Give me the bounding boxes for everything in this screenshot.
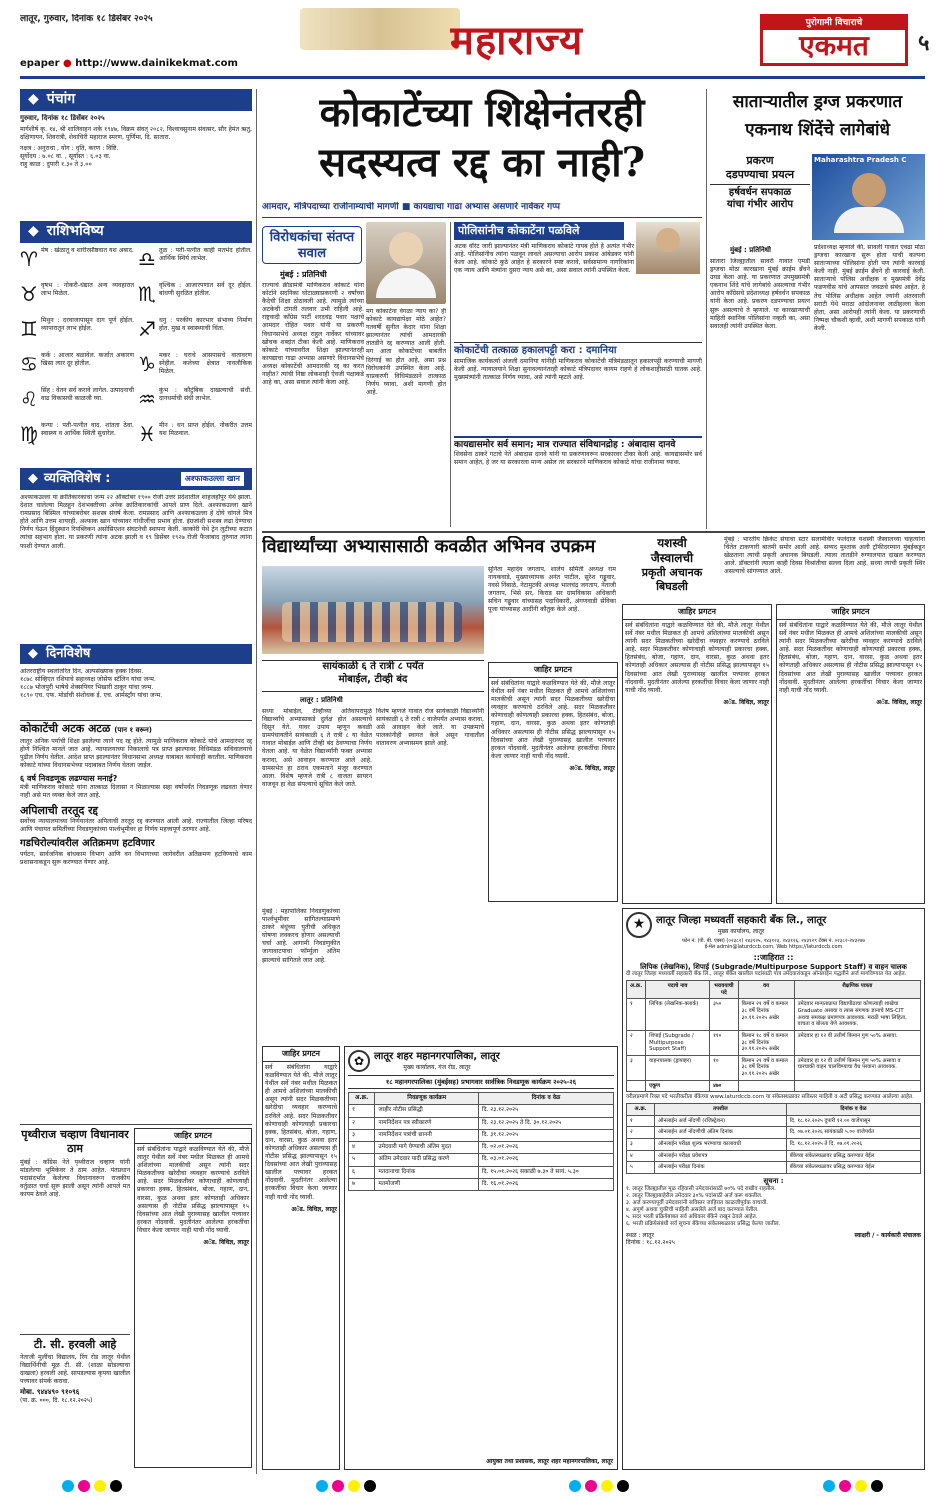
gemini-icon: ♊ xyxy=(20,317,38,341)
rohit-pawar-portrait xyxy=(366,222,446,304)
jaiswal-box xyxy=(622,536,722,600)
public-notice-left: जाहिर प्रगटन सर्व संबंधितांना याद्वारे कळविण्यात येते की, मौजे लातूर येथील सर्वे नंबर मधील मिळकत ही आमचे अशिलांच्या मालकीची असून त्यांनी सदर मिळकतीच्या खरेदीचा व्यवहार करण्याचे ठरविले आहे. सदर मिळकतीवर कोणाचाही कोणत्याही प्रकारचा हक्क, हितसंबंध, बोजा, गहाण, दान, वारसा, कुळ अथवा इतर कोणताही अधिकार असल्यास ही नोटीस प्रसिद्ध झाल्यापासून १५ दिवसांच्या आत लेखी पुराव्यासह खालील पत्त्यावर हरकत नोंदवावी. मुदतीनंतर आलेल्या हरकतींचा विचार केला जाणार नाही याची नोंद घ्यावी. अॅड. विधिज्ञ, लातूर xyxy=(134,1128,252,1468)
kokate-sub2: अपिलाची तरतूद रद्द xyxy=(20,804,99,818)
table-row: १ लिपिक (लेखनिक-क्लार्क) ३५० किमान २१ वर्षे व कमाल ३८ वर्षे दिनांक ३०.११.२०२५ अखेर उमेदवार मान्यताप्राप्त विद्यापीठाचा कोणत्याही शाखेचा Graduate असावा व त्यास संगणक ज्ञानाचे MS-CIT अथवा समकक्ष प्रमाणपत्र आवश्यक. मराठी भाषा लिहिता, वाचता व बोलता येणे आवश्यक. xyxy=(627,999,921,1030)
students-sub-1: सायंकाळी ६ ते रात्री ८ पर्यंत xyxy=(322,661,424,672)
tc-body: नेताजी मुलींचा विद्यालय, रिंग रोड लातूर येथील विद्यार्थिनीची मूळ टी. सी. (शाळा सोडल्याचा दाखला) हरवली आहे. सापडल्यास कृपया खालील पत्त्यावर संपर्क करावा. xyxy=(20,1353,130,1386)
notice-body: सर्व संबंधितांना याद्वारे कळविण्यात येते की, मौजे लातूर येथील सर्वे नंबर मधील मिळकत ही आमचे अशिलांच्या मालकीची असून त्यांनी सदर मिळकतीच्या खरेदीचा व्यवहार करण्याचे ठरविले आहे. सदर मिळकतीवर कोणाचाही कोणत्याही प्रकारचा हक्क, हितसंबंध, बोजा, गहाण, दान, वारसा, कुळ अथवा इतर कोणताही अधिकार असल्यास ही नोटीस प्रसिद्ध झाल्यापासून १५ दिवसांच्या आत लेखी पुराव्यासह खालील पत्त्यावर हरकत नोंदवावी. मुदतीनंतर आलेल्या हरकतींचा विचार केला जाणार नाही याची नोंद घ्यावी. xyxy=(265,1064,337,1201)
jaiswal-title-3: प्रकृती अचानक xyxy=(641,566,703,579)
table-row: ४ उमेदवारी मागे घेण्याची अंतिम मुदत दि. ०२.०१.२०२६ xyxy=(349,1142,614,1154)
ambedkar-portrait xyxy=(636,222,700,274)
list-item: ३. अर्ज करण्यापूर्वी उमेदवारांनी सविस्तर जाहिरात काळजीपूर्वक वाचावी. xyxy=(626,1199,769,1206)
corp-sign: आयुक्त तथा प्रशासक, लातूर शहर महानगरपालिका, लातूर xyxy=(486,1457,613,1465)
notice-body: सर्व संबंधितांना याद्वारे कळविण्यात येते की, मौजे लातूर येथील सर्वे नंबर मधील मिळकत ही आमचे अशिलांच्या मालकीची असून त्यांनी सदर मिळकतीच्या खरेदीचा व्यवहार करण्याचे ठरविले आहे. सदर मिळकतीवर कोणाचाही कोणत्याही प्रकारचा हक्क, हितसंबंध, बोजा, गहाण, दान, वारसा, कुळ अथवा इतर कोणताही अधिकार असल्यास ही नोटीस प्रसिद्ध झाल्यापासून १५ दिवसांच्या आत लेखी पुराव्यासह खालील पत्त्यावर हरकत नोंदवावी. मुदतीनंतर आलेल्या हरकतींचा विचार केला जाणार नाही याची नोंद घ्यावी. xyxy=(491,680,615,760)
diamond-icon: ◆ xyxy=(28,91,39,108)
police-title: पोलिसांनीच कोकाटेंना पळविले xyxy=(454,222,624,240)
dinvishesh-header: ◆ दिनविशेष xyxy=(20,644,252,664)
table-row: ७ मतमोजणी दि. १६.०१.२०२६ xyxy=(349,1178,614,1190)
list-item: १८८७ भोजपुरी भाषेचे शेक्सपियर भिखारी ठाकूर यांचा जन्म. xyxy=(20,684,154,692)
rashi-item: ♓ मीन : धन प्राप्त होईल. नोकरीत उत्तम यश मिळवाल. xyxy=(138,422,252,457)
students-photo xyxy=(262,566,484,654)
lead-body-1: राज्याचे क्रीडामंत्री माणिकराव कोकाटे यांना कोर्टाने सदनिका घोटाळ्याप्रकरणी २ वर्षांच्या कैदेची शिक्षा ठोठावली आहे. त्यामुळे त्यांच्या अटकेची टांगती तलवार उभी राहिली आहे. राष्ट्रवादी काँग्रेस पार्टी शरदचंद्र पवार पक्षाचे आमदार रोहित पवार यांनी या प्रकरणी विधानसभेचे अध्यक्ष राहुल नार्वेकर यांच्यावर खोचक शब्दांत टीका केली आहे. माणिकराव कोकाटे यांच्यावरील शिक्षा झाल्यानंतरही कायद्याचा गाढा अभ्यास असणारे विधानसभेचे अध्यक्ष कोकाटेंची आमदारकी रद्द का करत नाहीत? त्यांची निष्ठा लोकशाही ऐवजी पक्षाकडे आहे का, असा सवाल त्यांनी केला आहे. xyxy=(262,282,364,387)
jaiswal-title-4: बिघडली xyxy=(656,579,688,593)
bank-ad-intro: दी लातूर जिल्हा मध्यवर्ती सहकारी बँक लि., लातूर बँकेत खालील पदांसाठी पात्र उमेदवारांकडून ऑनलाईन पद्धतीने अर्ज मागविण्यात येत आहेत. xyxy=(626,971,907,978)
vyakti-header: ◆ व्यक्तिविशेष : अश्फाकउल्ला खान xyxy=(20,468,252,490)
capricorn-icon: ♑ xyxy=(138,352,156,376)
prithviraj-body: मुंबई : काँग्रेस नेते पृथ्वीराज चव्हाण यांनी मांडलेल्या भूमिकेवर ते ठाम आहेत. पंतप्रधान पदासंदर्भात केलेल्या विधानावरून राजकीय वर्तुळात चर्चा सुरू झाली असून त्यांनी आपले मत कायम ठेवले आहे. xyxy=(20,1158,130,1198)
panchang-nakshatra: नक्षत्र : अनुराधा , योग : धृति, करण : विष्टि. xyxy=(20,145,119,153)
taurus-icon: ♉ xyxy=(20,282,38,306)
list-item: १८७८ सोव्हिएत रशियाचे सहाध्यक्ष जोसेफ स्टॅलिन यांचा जन्म. xyxy=(20,676,156,684)
rashi-item: ♑ मकर : घराचे आसपासचे वातावरण स्नेहील. कलेच्या क्षेत्रात नावलौकिक मिळेल. xyxy=(138,352,252,387)
table-header: वय xyxy=(738,981,794,999)
panchang-box xyxy=(20,114,252,214)
prithviraj-article xyxy=(20,1128,130,1328)
kokate-sub1: ६ वर्ष निवडणूक लढण्यास मनाई? xyxy=(20,774,118,784)
drugs-kicker xyxy=(710,154,810,244)
table-row: १ ऑनलाईन अर्ज नोंदणी (रजिस्ट्रेशन) दि. १८.१२.२०२५ दुपारी १२.०० वाजेपासून xyxy=(627,1115,921,1127)
bank-post-table xyxy=(626,980,921,1092)
jaiswal-body: मुंबई : भारतीय क्रिकेट संघाचा स्टार सलामीवीर फलंदाज यशस्वी जैस्वालच्या चाहत्यांना चिंतेत टाकणारी बातमी समोर आली आहे. सय्यद मुश्ताक अली ट्रॉफीदरम्यान मुंबईकडून खेळताना त्याची प्रकृती अचानक बिघडली. त्याला तातडीने रुग्णालयात दाखल करण्यात आले. डॉक्टरांनी त्याला काही दिवस विश्रांतीचा सल्ला दिला आहे. सध्या त्याची प्रकृती स्थिर असल्याचे सांगण्यात आले. xyxy=(724,536,925,576)
bank-email: ई-मेल admin@laturdccb.com, Web https://laturdccb.com xyxy=(704,944,843,951)
drugs-headline-line1: साताऱ्यातील ड्रग्ज प्रकरणात xyxy=(732,92,903,112)
bank-date: दिनांक : १८.१२.२०२५ xyxy=(626,1239,675,1247)
danve-box xyxy=(454,436,702,528)
rashi-item: ♍ कन्या : पती-पत्नीत वाद. शांतता ठेवा. स्वास्थ्य व आर्थिक स्थिती सुधारेल. xyxy=(20,422,134,457)
banner-text: Maharashtra Pradesh C xyxy=(814,156,907,164)
tc-contact: मोबा. ९४४४९० ९१०९६ xyxy=(20,1388,80,1397)
students-body-3: विशेष म्हणजे गावात रोज सायंकाळी विद्यार्थ्यांनी सायंकाळी ६ ते रात्री ८ वाजेपर्यंत अभ्यास करावा, असे आवाहन केले जाते. या उपक्रमाचे पालकांनीही स्वागत केले असून गावातील वातावरण अभ्यासमय झाले आहे. xyxy=(376,708,484,748)
bank-notes-title: सूचना : xyxy=(763,1176,784,1185)
drugs-body-2: प्रदेशाध्यक्ष म्हणाले की, सावली गावात एवढा मोठा ड्रग्जचा कारखाना सुरू होता याची कल्पना साताऱ्याच्या पोलिसांना होती पण त्यांनी कारवाई केली नाही. मुंबई क्राईम ब्रँचने ही कारवाई केली. साताऱ्याचे पोलिस अधीक्षक व मुख्यमंत्री देवेंद्र फडणवीस यांचे आपसात जवळचे संबंध आहेत. हे तेच पोलिस अधीक्षक आहेत ज्यांनी अंतरवाली सराटी येथे मराठा आंदोलनावर लाठीहल्ला केला होता, असा आरोपही त्यांनी केला. या प्रकरणाची निष्पक्ष चौकशी व्हावी, अशी मागणी सपकाळ यांनी केली. xyxy=(814,244,925,332)
notice-sign: अॅड. विधिज्ञ, लातूर xyxy=(723,698,769,706)
notice-sign: अॅड. विधिज्ञ, लातूर xyxy=(569,764,615,772)
students-subhead xyxy=(262,660,484,692)
tagline: पुरोगामी विचाराचे xyxy=(763,17,905,30)
bank-schedule-table: अ.क्र. तपशील दिनांक व वेळ १ ऑनलाईन अर्ज नोंदणी (रजिस्ट्रेशन) दि. १८.१२.२०२५ दुपारी १२.०० वाजेपासून २ ऑनलाईन अर्ज नोंदणीची अंतिम दिनांक दि. ०७.०१.२०२६ सायंकाळी ५.०० वाजेपर्यंत ३ ऑनलाईन परीक्षा शुल्क भरण्याचा कालावधी दि. १८.१२.२०२५ ते दि. ०७.०१.२०२६ ४ ऑनलाईन परीक्षा प्रवेशपत्र बँकेच्या संकेतस्थळावर प्रसिद्ध करण्यात येईल ५ ऑनलाईन परीक्षा दिनांक बँकेच्या संकेतस्थळावर प्रसिद्ध करण्यात येईल xyxy=(626,1103,921,1174)
notice-body: सर्व संबंधितांना याद्वारे कळविण्यात येते की, मौजे लातूर येथील सर्वे नंबर मधील मिळकत ही आमचे अशिलांच्या मालकीची असून त्यांनी सदर मिळकतीच्या खरेदीचा व्यवहार करण्याचे ठरविले आहे. सदर मिळकतीवर कोणाचाही कोणत्याही प्रकारचा हक्क, हितसंबंध, बोजा, गहाण, दान, वारसा, कुळ अथवा इतर कोणताही अधिकार असल्यास ही नोटीस प्रसिद्ध झाल्यापासून १५ दिवसांच्या आत लेखी पुराव्यासह खालील पत्त्यावर हरकत नोंदवावी. मुदतीनंतर आलेल्या हरकतींचा विचार केला जाणार नाही याची नोंद घ्यावी. xyxy=(625,622,769,694)
tc-notice xyxy=(20,1334,130,1474)
public-notice-mid: जाहिर प्रगटन सर्व संबंधितांना याद्वारे कळविण्यात येते की, मौजे लातूर येथील सर्वे नंबर मधील मिळकत ही आमचे अशिलांच्या मालकीची असून त्यांनी सदर मिळकतीच्या खरेदीचा व्यवहार करण्याचे ठरविले आहे. सदर मिळकतीवर कोणाचाही कोणत्याही प्रकारचा हक्क, हितसंबंध, बोजा, गहाण, दान, वारसा, कुळ अथवा इतर कोणताही अधिकार असल्यास ही नोटीस प्रसिद्ध झाल्यापासून १५ दिवसांच्या आत लेखी पुराव्यासह खालील पत्त्यावर हरकत नोंदवावी. मुदतीनंतर आलेल्या हरकतींचा विचार केला जाणार नाही याची नोंद घ्यावी. अॅड. विधिज्ञ, लातूर xyxy=(488,662,618,902)
leo-icon: ♌ xyxy=(20,387,38,411)
rashi-header: ◆ राशिभविष्य xyxy=(20,221,252,243)
tc-ref: (पा. क्र. ०००, दि. १८.१२.२०२५) xyxy=(20,1396,93,1404)
table-row: ६ मतदानाचा दिनांक दि. १५.०१.२०२६ सकाळी ७.३० ते सायं. ५.३० xyxy=(349,1166,614,1178)
sapkal-portrait xyxy=(812,154,925,240)
table-row: ४ ऑनलाईन परीक्षा प्रवेशपत्र बँकेच्या संकेतस्थळावर प्रसिद्ध करण्यात येईल xyxy=(627,1150,921,1162)
drugs-dateline: मुंबई : प्रतिनिधी xyxy=(730,246,771,254)
drugs-headline-line2: एकनाथ शिंदेंचे लागेबांधे xyxy=(745,120,890,140)
rashi-item: ♊ मिथुन : दरवाजापासून दाग पूर्ण होईल. व्यापारातून लाभ होईल. xyxy=(20,317,134,352)
kokate-sub3: गडचिरोल्यांवरील अतिक्रमण हटविणार xyxy=(20,838,155,850)
students-body: सुनिता महादेव जगताप, शालेय समिती अध्यक्ष राम नायकवाडे, मुख्याध्यापक अनंत पाटील, सुरेश गड्डूवार, नवसे निंबाळे, नेटामुटकी अध्यक्ष भालचंद्र जगताप, नेताजी जगताप, भिसे सर, किराड सर ग्रामविकास अधिकारी सचिन गड्डूवार यांच्यासह पदाधिकारी, अंगणवाडी सेविका पूजा यांच्यासह आदींनी कौतुक केले आहे. xyxy=(488,566,616,614)
damania-title: कोकाटेंची तत्काळ हकालपट्टी करा : दमानिया xyxy=(454,345,617,356)
damania-box xyxy=(454,342,702,432)
table-row: ५ ऑनलाईन परीक्षा दिनांक बँकेच्या संकेतस्थळावर प्रसिद्ध करण्यात येईल xyxy=(627,1162,921,1174)
kokate-side-note: (पान १ वरून) xyxy=(114,726,152,734)
kokate-arrest-article xyxy=(20,722,252,1112)
corp-name: लातूर शहर महानगरपालिका, लातूर xyxy=(374,1051,500,1062)
list-item: ४. अपूर्ण अथवा चुकीची माहिती असलेले अर्ज बाद करण्यात येतील. xyxy=(626,1206,759,1213)
url-link[interactable]: http://www.dainikekmat.com xyxy=(75,58,238,69)
notice-sign: अॅड. विधिज्ञ, लातूर xyxy=(876,698,922,706)
rashi-item: ♎ तूळ : पती-पत्नीत काही मतभेद होतील. आर्थिक स्थिर्य लाभेल. xyxy=(138,247,252,282)
diamond-icon: ◆ xyxy=(28,470,38,486)
drugs-kicker-2: दडपण्याचा प्रयत्न xyxy=(710,168,810,185)
aquarius-icon: ♒ xyxy=(138,387,156,411)
list-item: ६. भरती प्रक्रियेसंबंधी सर्व सूचना बँकेच्या संकेतस्थळावर प्रसिद्ध केल्या जातील. xyxy=(626,1220,781,1227)
person-icon xyxy=(852,173,886,207)
aries-icon: ♈ xyxy=(20,247,38,271)
drugs-kicker-1: प्रकरण xyxy=(746,154,774,167)
students-body-2: सध्या मोबाईल, टीव्हीच्या अतिवापरामुळे विद्यार्थ्यांचे अभ्यासाकडे दुर्लक्ष होत असल्याचे दिसून येते. यावर उपाय म्हणून कवळी ग्रामपंचायतीने सायंकाळी ६ ते रात्री ८ या वेळेत गावात मोबाईल आणि टीव्ही बंद ठेवण्याचा निर्णय घेतला आहे. या वेळेत विद्यार्थ्यांनी फक्त अभ्यास करावा, असे आवाहन करण्यात आले आहे. ग्रामसभेत हा ठराव एकमताने मंजूर करण्यात आला. विशेष म्हणजे रात्री ८ वाजता सायरन वाजवून हा वेळ संपल्याचे सूचित केले जाते. xyxy=(262,708,372,788)
police-body: अटक वॉरंट जारी झाल्यानंतर मंत्री माणिकराव कोकाटे गायब होते हे अत्यंत गंभीर आहे. पोलिसांनीच त्यांना पळवून लावले असल्याचा आरोप प्रकाश आंबेडकर यांनी केला आहे. कोकाटे कुठे आहेत हे सरकारने स्पष्ट करावे, सर्वसामान्य नागरिकांना एक न्याय आणि मंत्र्यांना दुसरा न्याय असे का, असा सवाल त्यांनी उपस्थित केला. xyxy=(454,242,634,275)
rashi-item: ♐ धनु : परकीय कारभार संभाव्य निर्माण होत. मुख व स्वास्थ्याची चिंता. xyxy=(138,317,252,352)
rashi-item: ♒ कुंभ : कौटुंबिक दाखल्याची संधी. दानधर्माची संधी लाभेल. xyxy=(138,387,252,422)
dinvishesh-list xyxy=(20,668,252,716)
panchang-rahu: राहु काळ : दुपारी १.३० ते ३.०० xyxy=(20,161,92,169)
masthead xyxy=(0,0,945,82)
bank-place: स्थळ : लातूर xyxy=(626,1231,654,1239)
list-item: १. लातूर जिल्ह्यातील मूळ रहिवासी उमेदवारांसाठी ७०% पदे राखीव राहतील. xyxy=(626,1185,776,1192)
person-icon xyxy=(656,228,680,252)
jaiswal-title-2: जैस्वालची xyxy=(650,551,694,565)
libra-icon: ♎ xyxy=(138,247,156,271)
group-photo-icon xyxy=(282,602,462,642)
corp-schedule-table: अ.क्र. निवडणूक कार्यक्रम दिनांक व वेळ १ जाहीर नोटीस प्रसिद्धी दि. २३.१२.२०२५ २ नामनिर्देशन पत्र स्वीकारणे दि. २३.१२.२०२५ ते दि. ३०.१२.२०२५ ३ नामनिर्देशन पत्रांची छाननी दि. ३१.१२.२०२५ ४ उमेदवारी मागे घेण्याची अंतिम मुदत दि. ०२.०१.२०२६ ५ अंतिम उमेदवार यादी प्रसिद्ध करणे दि. ०३.०१.२०२६ ६ मतदानाचा दिनांक दि. १५.०१.२०२६ सकाळी ७.३० ते सायं. ५.३० ७ मतमोजणी दि. १६.०१.२०२६ xyxy=(348,1092,614,1191)
bank-sign: स्वाक्षरी / - कार्यकारी संचालक xyxy=(854,1231,921,1239)
corp-sub: मुख्य कार्यालय, गंज रोड, लातूर xyxy=(403,1063,471,1071)
lead-side-title: विरोधकांचा संतप्त सवाल xyxy=(262,226,362,264)
bank-contact: फोन नं. (पी. बी. एक्स) (०२३८२) २४३१२५, २४३१२३, २४३१२६, २४३१२९ टॅक्स नं. ०२३८२-२४३२४७ xyxy=(681,938,865,944)
kokate-sub2-body: सर्वोच्च न्यायालयाच्या निर्णयानंतर अपिलाची तरतूद रद्द करण्यात आली आहे. राज्यातील जिल्हा परिषद आणि पंचायत समितींच्या निवडणुकांच्या पार्श्वभूमीवर हा निर्णय महत्त्वपूर्ण ठरणार आहे. xyxy=(20,818,252,834)
notice-body: सर्व संबंधितांना याद्वारे कळविण्यात येते की, मौजे लातूर येथील सर्वे नंबर मधील मिळकत ही आमचे अशिलांच्या मालकीची असून त्यांनी सदर मिळकतीच्या खरेदीचा व्यवहार करण्याचे ठरविले आहे. सदर मिळकतीवर कोणाचाही कोणत्याही प्रकारचा हक्क, हितसंबंध, बोजा, गहाण, दान, वारसा, कुळ अथवा इतर कोणताही अधिकार असल्यास ही नोटीस प्रसिद्ध झाल्यापासून १५ दिवसांच्या आत लेखी पुराव्यासह खालील पत्त्यावर हरकत नोंदवावी. मुदतीनंतर आलेल्या हरकतींचा विचार केला जाणार नाही याची नोंद घ्यावी. xyxy=(779,622,922,694)
rashi-item: ♋ कर्क : आजार बळावेल. कर्जात अकारण खिसा त्यार दूर होतील. xyxy=(20,352,134,387)
corp-logo-icon: ✿ xyxy=(348,1050,370,1072)
table-row: ३ नामनिर्देशन पत्रांची छाननी दि. ३१.१२.२०२५ xyxy=(349,1129,614,1141)
epaper-link[interactable]: epaper ● http://www.dainikekmat.com xyxy=(20,58,238,69)
public-notice-bottom: जाहिर प्रगटन सर्व संबंधितांना याद्वारे कळविण्यात येते की, मौजे लातूर येथील सर्वे नंबर मधील मिळकत ही आमचे अशिलांच्या मालकीची असून त्यांनी सदर मिळकतीच्या खरेदीचा व्यवहार करण्याचे ठरविले आहे. सदर मिळकतीवर कोणाचाही कोणत्याही प्रकारचा हक्क, हितसंबंध, बोजा, गहाण, दान, वारसा, कुळ अथवा इतर कोणताही अधिकार असल्यास ही नोटीस प्रसिद्ध झाल्यापासून १५ दिवसांच्या आत लेखी पुराव्यासह खालील पत्त्यावर हरकत नोंदवावी. मुदतीनंतर आलेल्या हरकतींचा विचार केला जाणार नाही याची नोंद घ्यावी. अॅड. विधिज्ञ, लातूर xyxy=(262,1046,340,1470)
vyakti-name: अश्फाकउल्ला खान xyxy=(181,472,244,486)
lead-headline-line1: कोकाटेंच्या शिक्षेनंतरही xyxy=(319,89,645,136)
drugs-body: सातारा जिल्ह्यातील सावरी गावात एमडी ड्रग्जचा मोठा कारखाना मुंबई क्राईम ब्रँचने उघड केला आहे. या प्रकरणात उपमुख्यमंत्री एकनाथ शिंदे यांचे लागेबांधे असल्याचा गंभीर आरोप काँग्रेसचे प्रदेशाध्यक्ष हर्षवर्धन सपकाळ यांनी केला आहे. प्रकरण दडपण्याचा प्रयत्न सुरू असल्याचे ते म्हणाले. या कारखान्याची माहिती स्थानिक पोलिसांना नव्हती का, असा सवालही त्यांनी उपस्थित केला. xyxy=(710,258,810,330)
public-notice-right-2: जाहिर प्रगटन सर्व संबंधितांना याद्वारे कळविण्यात येते की, मौजे लातूर येथील सर्वे नंबर मधील मिळकत ही आमचे अशिलांच्या मालकीची असून त्यांनी सदर मिळकतीच्या खरेदीचा व्यवहार करण्याचे ठरविले आहे. सदर मिळकतीवर कोणाचाही कोणत्याही प्रकारचा हक्क, हितसंबंध, बोजा, गहाण, दान, वारसा, कुळ अथवा इतर कोणताही अधिकार असल्यास ही नोटीस प्रसिद्ध झाल्यापासून १५ दिवसांच्या आत लेखी पुराव्यासह खालील पत्त्यावर हरकत नोंदवावी. मुदतीनंतर आलेल्या हरकतींचा विचार केला जाणार नाही याची नोंद घ्यावी. अॅड. विधिज्ञ, लातूर xyxy=(776,604,925,904)
public-notice-right-1: जाहिर प्रगटन सर्व संबंधितांना याद्वारे कळविण्यात येते की, मौजे लातूर येथील सर्वे नंबर मधील मिळकत ही आमचे अशिलांच्या मालकीची असून त्यांनी सदर मिळकतीच्या खरेदीचा व्यवहार करण्याचे ठरविले आहे. सदर मिळकतीवर कोणाचाही कोणत्याही प्रकारचा हक्क, हितसंबंध, बोजा, गहाण, दान, वारसा, कुळ अथवा इतर कोणताही अधिकार असल्यास ही नोटीस प्रसिद्ध झाल्यापासून १५ दिवसांच्या आत लेखी पुराव्यासह खालील पत्त्यावर हरकत नोंदवावी. मुदतीनंतर आलेल्या हरकतींचा विचार केला जाणार नाही याची नोंद घ्यावी. अॅड. विधिज्ञ, लातूर xyxy=(622,604,772,904)
notice-body: सर्व संबंधितांना याद्वारे कळविण्यात येते की, मौजे लातूर येथील सर्वे नंबर मधील मिळकत ही आमचे अशिलांच्या मालकीची असून त्यांनी सदर मिळकतीच्या खरेदीचा व्यवहार करण्याचे ठरविले आहे. सदर मिळकतीवर कोणाचाही कोणत्याही प्रकारचा हक्क, हितसंबंध, बोजा, गहाण, दान, वारसा, कुळ अथवा इतर कोणताही अधिकार असल्यास ही नोटीस प्रसिद्ध झाल्यापासून १५ दिवसांच्या आत लेखी पुराव्यासह खालील पत्त्यावर हरकत नोंदवावी. मुदतीनंतर आलेल्या हरकतींचा विचार केला जाणार नाही याची नोंद घ्यावी. xyxy=(137,1146,249,1234)
corp-ad xyxy=(344,1046,618,1470)
drugs-headline xyxy=(710,88,925,150)
bank-sub: मुख्य कार्यालय, लातूर xyxy=(717,927,765,935)
bank-ad xyxy=(622,908,925,1470)
rashi-item: ♌ सिंह : वेतन सर्व करावे लागेल. उत्पादनाची वाढ विकासची काळजी घ्या. xyxy=(20,387,134,422)
panchang-sun: सूर्योदय : ७.०८ वा. , सूर्यास्त : ६.०३ वा. xyxy=(20,153,111,161)
mumbai-brief: मुंबई : महापालिका निवडणुकांच्या पार्श्वभूमीवर सांगितल्याप्रमाणे ठाकरे बंधूंच्या युतीची अधिकृत घोषणा लवकरच होणार असल्याची चर्चा आहे. आगामी निवडणुकीत जागावाटपाचा फॉर्म्युला अंतिम झाल्याचे सांगितले जात आहे. xyxy=(262,908,340,964)
table-row: ५ अंतिम उमेदवार यादी प्रसिद्ध करणे दि. ०३.०१.२०२६ xyxy=(349,1154,614,1166)
table-row: २ शिपाई (Subgrade / Multipurpose Support Staff) ११० किमान १८ वर्षे व कमाल ३८ वर्षे दिनांक ३०.११.२०२५ अखेर उमेदवार हा १२ वी उत्तीर्ण किमान गुण ५०% असावा. xyxy=(627,1030,921,1055)
jaiswal-title-1: यशस्वी xyxy=(657,536,687,550)
lead-headline-line2: सदस्यत्व रद्द का नाही? xyxy=(318,139,646,186)
panchang-body: मार्गशीर्ष कृ. १४, श्री शालिवाहन शके १९४७, विक्रम संवत् २०८२, विश्वावसुनाम संवत्सर, सौर हेमंत ऋतु, दक्षिणायन, शिवरात्री, शेवाचिरी महाराज स्मरण, पूर्णिमा, दि. सातारा. xyxy=(20,126,252,142)
link-icon: ● xyxy=(63,58,72,69)
paper-name: एकमत xyxy=(799,29,869,63)
drugs-kicker-3: हर्षवर्धन सपकाळ xyxy=(728,186,792,198)
registration-marks xyxy=(60,1480,885,1496)
list-item: १८९० एच. एफ. मोर्डाची संशोधक ई. एच. आर्मस्ट्राँग यांचा जन्म. xyxy=(20,692,163,700)
table-row: २ ऑनलाईन अर्ज नोंदणीची अंतिम दिनांक दि. ०७.०१.२०२६ सायंकाळी ५.०० वाजेपर्यंत xyxy=(627,1127,921,1139)
diamond-icon: ◆ xyxy=(28,645,38,661)
rashi-grid xyxy=(20,247,252,463)
table-header: पदाचे नाव xyxy=(646,981,710,999)
scorpio-icon: ♏ xyxy=(138,282,156,306)
police-box xyxy=(454,222,702,340)
bank-notes xyxy=(626,1186,921,1228)
lead-deck: आमदार, मंत्रिपदाच्या राजीनाम्याची मागणी ■ कायद्याचा गाढा अभ्यास असणारे नार्वेकर गप्प xyxy=(262,202,702,218)
dateline: लातूर, गुरुवार, दिनांक १८ डिसेंबर २०२५ xyxy=(20,14,153,24)
corp-title: १८ महानगरपालिका (मुंबईसह) प्रभागवार सार्वत्रिक निवडणूक कार्यक्रम २०२५-२६ xyxy=(348,1075,614,1089)
table-row: १ जाहीर नोटीस प्रसिद्धी दि. २३.१२.२०२५ xyxy=(349,1105,614,1117)
lead-headline xyxy=(262,88,702,198)
table-header: अ.क्र. xyxy=(627,981,646,999)
lead-dateline: मुंबई : प्रतिनिधी xyxy=(280,270,327,279)
kokate-side-title: कोकाटेंची अटक अटळ xyxy=(20,722,111,735)
paper-logo xyxy=(760,14,908,66)
danve-body: शिवसेना ठाकरे गटाचे नेते अंबादास दानवे यांनी या प्रकरणावरून सरकारवर टीका केली आहे. कायद्यासमोर सर्व समान आहेत, हे जर या सरकारला मान्य असेल तर सरकारने माणिकराव कोकाटे यांचा राजीनामा घ्यावा. xyxy=(454,451,702,467)
damania-body: सामाजिक कार्यकर्त्या अंजली दमानिया यांनीही माणिकराव कोकाटेंची मंत्रिमंडळातून हकालपट्टी करण्याची मागणी केली आहे. न्यायालयाने शिक्षा सुनावल्यानंतरही कोकाटे मंत्रिपदावर कायम राहणे हे लोकशाहीसाठी घातक आहे. मुख्यमंत्र्यांनी तात्काळ निर्णय घ्यावा, असे त्यांनी म्हटले आहे. xyxy=(454,357,702,381)
diamond-icon: ◆ xyxy=(28,223,39,240)
kokate-side-body: लातूर अनिक पर्याची शिक्षा झालेल्या त्याने पद रद्द होते. त्यामुळे माणिकराव कोकाटे यांचे आमदारपद रद्द होणे निश्चित मानले जात आहे. न्यायालयाच्या निकालाचे पत्र प्राप्त झाल्यावर विधिमंडळ सचिवालयाचे पुढील निर्णय घेतील. आदेश प्राप्त झाल्यानंतर विधानसभा अध्यक्ष याबाबत कार्यवाही करतील. माणिकराव कोकाटे यांच्या विधानसभेच्या पदाबाबत निर्णय घेतला जाईल. xyxy=(20,737,252,770)
person-icon xyxy=(389,232,423,266)
list-item: आंतरराष्ट्रीय स्थलांतरित दिन, अल्पसंख्याक हक्क दिवस. xyxy=(20,668,144,675)
notice-sign: अॅड. विधिज्ञ, लातूर xyxy=(203,1239,249,1247)
lead-body-2: मग कोकाटेंना वेगळा न्याय का? ही कोकाटे कायद्यापेक्षा मोठे आहेत? गतवर्षी सुनील केदार यांना शिक्षा झाल्यानंतर त्यांची आमदारकी तातडीने रद्द करण्यात आली होती. मग आता कोकाटेंच्या बाबतीत दिरंगाई का होत आहे, असा प्रश्न विरोधकांनी उपस्थित केला आहे. याप्रकरणी विधिमंडळाने तात्काळ निर्णय घ्यावा, अशी मागणी होत आहे. xyxy=(366,308,446,396)
table-row: ३ ऑनलाईन परीक्षा शुल्क भरण्याचा कालावधी दि. १८.१२.२०२५ ते दि. ०७.०१.२०२६ xyxy=(627,1139,921,1151)
table-row-total: एकूण ४७० xyxy=(627,1080,921,1092)
bank-schedule-intro: वरीलप्रमाणे रिक्त पदे भरतीकरीता बँकेच्या www.laturdccb.com या संकेतस्थळावर सविस्तर माहिती व अटी प्रसिद्ध करण्यात आलेल्या आहेत. xyxy=(626,1094,914,1101)
students-dateline: लातूर : प्रतिनिधी xyxy=(300,696,343,704)
page-number: ५ xyxy=(918,31,930,56)
rashi-item: ♏ वृश्चिक : आजारपणात सर्व दूर होईल. बांधणी सुरळित होतील. xyxy=(138,282,252,317)
table-row: ३ वाहनचालक (ड्रायव्हर) १० किमान २१ वर्षे व कमाल ३८ वर्षे दिनांक ३०.११.२०२५ अखेर उमेदवार हा १२ वी उत्तीर्ण किमान गुण ५०% असावा व चारचाकी वाहन चालविण्याचा वैध परवाना आवश्यक. xyxy=(627,1055,921,1080)
danve-title: कायद्यासमोर सर्व समान; मात्र राज्यात संविधानद्रोह : अंबादास दानवे xyxy=(454,440,676,450)
kokate-sub3-body: पर्यटन, सार्वजनिक बांधकाम विभाग आणि वन विभागाच्या जागेवरील अतिक्रमण हटविण्याचे काम प्रशासनाकडून सुरू करण्यात येणार आहे. xyxy=(20,850,252,866)
table-header: शैक्षणिक पात्रता xyxy=(794,981,920,999)
kokate-sub1-body: मंत्री माणिकराव कोकाटे यांना तात्काळ दिलासा न मिळाल्यास सहा वर्षांपर्यंत निवडणूक लढवता येणार नाही असे मत व्यक्त केले जात आहे. xyxy=(20,784,252,800)
prithviraj-title: पृथ्वीराज चव्हाण विधानावर ठाम xyxy=(21,1128,129,1155)
table-header: भरावयाची पदे xyxy=(710,981,738,999)
virgo-icon: ♍ xyxy=(20,422,38,446)
list-item: ५. सदर भरती प्रक्रियेबाबत सर्व अधिकार बँकेने राखून ठेवले आहेत. xyxy=(626,1213,758,1220)
table-row: २ नामनिर्देशन पत्र स्वीकारणे दि. २३.१२.२०२५ ते दि. ३०.१२.२०२५ xyxy=(349,1117,614,1129)
cancer-icon: ♋ xyxy=(20,352,38,376)
rashi-item: ♈ मेष : खेळातू व शारीरसौष्ठवात यश अबाद. xyxy=(20,247,134,282)
students-headline: विद्यार्थ्यांच्या अभ्यासासाठी कवळीत अभिनव उपक्रम xyxy=(262,536,596,557)
bank-ad-title: ::जाहिरात :: xyxy=(753,952,794,962)
students-sub-2: मोबाईल, टीव्ही बंद xyxy=(338,673,408,685)
bank-logo-icon: ★ xyxy=(626,912,652,938)
map-strip-icon xyxy=(300,8,460,50)
drugs-kicker-4: यांचा गंभीर आरोप xyxy=(726,199,794,210)
panchang-date: गुरुवार, दिनांक १८ डिसेंबर २०२५ xyxy=(20,114,105,122)
tc-title: टी. सी. हरवली आहे xyxy=(33,1338,117,1351)
sagittarius-icon: ♐ xyxy=(138,317,156,341)
rashi-item: ♉ वृषभ : नोकरी-धंद्यात अन्य व्यवहारात लाभ मिळेल. xyxy=(20,282,134,317)
vyakti-body: अश्फाकउल्ला या क्रांतिकारकाचा जन्म २२ ऑक्टोबर १९०० रोजी उत्तर प्रदेशातील शाहजहाँपूर येथे झाला. देशात चालेल्या मिळहून देशभक्तीच्या अनेक क्रांतिकारकांची आपले प्राण दिले. अश्फाकउल्ला खाने रामप्रसाद बिस्मिल यांच्याबरोबर सशस्त्र संघर्ष केला. रामप्रसाद आणि अश्फाकउल्ला हे दोघे चांगले मित्र होते आणि उत्तम शायरही. अश्फाक खान यांच्यावर गांधीजींचा प्रभाव होता. इंग्रजांशी सशस्त्र लढा देण्याचा निर्णय घेऊन हिंदुस्थान रिपब्लिकन असोसिएशन संघटनेची स्थापना केली. काकोरी येथे ट्रेन लुटीच्या कटात त्यांचा सहभाग होता. या प्रकरणी त्यांना अटक झाली व १९ डिसेंबर १९२७ रोजी फैजाबाद तुरुंगात त्यांना फाशी देण्यात आली. xyxy=(20,494,252,550)
bank-ad-sub: लिपिक (लेखनिक), शिपाई (Subgrade/Multipurpose Support Staff) व वाहन चालक xyxy=(640,962,907,971)
bank-name: लातूर जिल्हा मध्यवर्ती सहकारी बँक लि., लातूर xyxy=(656,915,827,926)
notice-sign: अॅड. विधिज्ञ, लातूर xyxy=(291,1205,337,1213)
pisces-icon: ♓ xyxy=(138,422,156,446)
section-title: महाराज्य xyxy=(450,17,584,64)
panchang-header: ◆ पंचांग xyxy=(20,89,252,111)
list-item: २. लातूर जिल्ह्याबाहेरील उमेदवार ३०% पदांसाठी अर्ज करू शकतील. xyxy=(626,1192,763,1199)
